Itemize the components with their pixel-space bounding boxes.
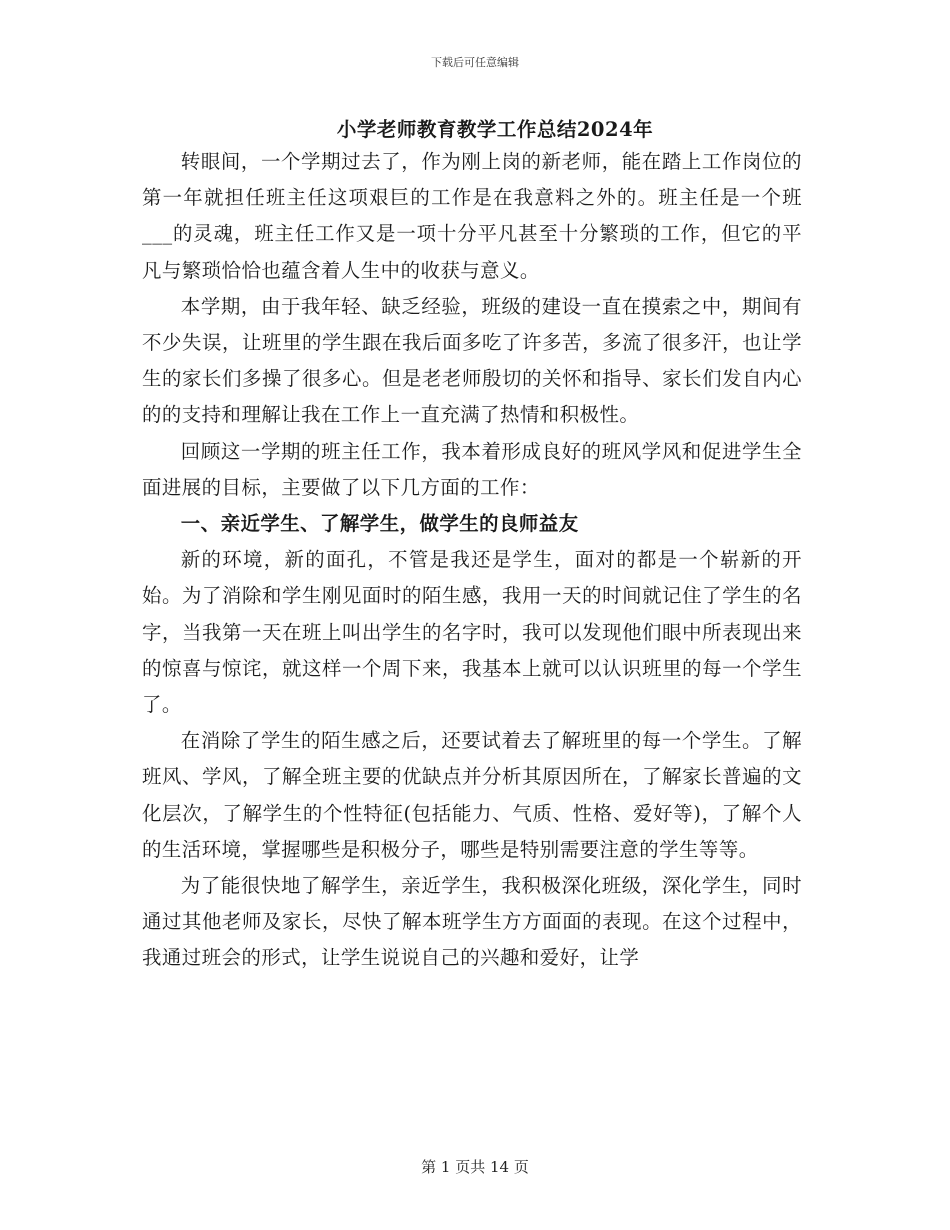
document-body: [142, 144, 802, 977]
paragraph: 为了能很快地了解学生，亲近学生，我积极深化班级，深化学生，同时通过其他老师及家长，尽快了解本班学生方方面面的表现。在这个过程中，我通过班会的形式，让学生说说自己的兴趣和爱好，让学: [142, 874, 802, 970]
header-note: 下载后可任意编辑: [431, 56, 519, 69]
document-title: 小学老师教育教学工作总结2024年: [336, 118, 654, 141]
paragraph: 在消除了学生的陌生感之后，还要试着去了解班里的每一个学生。了解班风、学风，了解全班主要的优缺点并分析其原因所在，了解家长普遍的文化层次，了解学生的个性特征(包括能力、气质、性格、爱好等)，了解个人的生活环境，掌握哪些是积极分子，哪些是特别需要注意的学生等等。: [142, 729, 802, 861]
paragraph: 回顾这一学期的班主任工作，我本着形成良好的班风学风和促进学生全面进展的目标，主要做了以下几方面的工作：: [142, 439, 802, 499]
paragraph: 新的环境，新的面孔，不管是我还是学生，面对的都是一个崭新的开始。为了消除和学生刚见面时的陌生感，我用一天的时间就记住了学生的名字，当我第一天在班上叫出学生的名字时，我可以发现他们眼中所表现出来的惊喜与惊诧，就这样一个周下来，我基本上就可以认识班里的每一个学生了。: [142, 548, 802, 717]
paragraph: 转眼间，一个学期过去了，作为刚上岗的新老师，能在踏上工作岗位的第一年就担任班主任这项艰巨的工作是在我意料之外的。班主任是一个班___的灵魂，班主任工作又是一项十分平凡甚至十分繁琐的工作，但它的平凡与繁琐恰恰也蕴含着人生中的收获与意义。: [142, 150, 802, 282]
section-heading: 一、亲近学生、了解学生，做学生的良师益友: [180, 512, 579, 536]
paragraph: 本学期，由于我年轻、缺乏经验，班级的建设一直在摸索之中，期间有不少失误，让班里的学生跟在我后面多吃了许多苦，多流了很多汗，也让学生的家长们多操了很多心。但是老老师殷切的关怀和指导、家长们发自内心的的支持和理解让我在工作上一直充满了热情和积极性。: [142, 294, 802, 427]
page-footer: 第 1 页共 14 页: [421, 1158, 529, 1176]
